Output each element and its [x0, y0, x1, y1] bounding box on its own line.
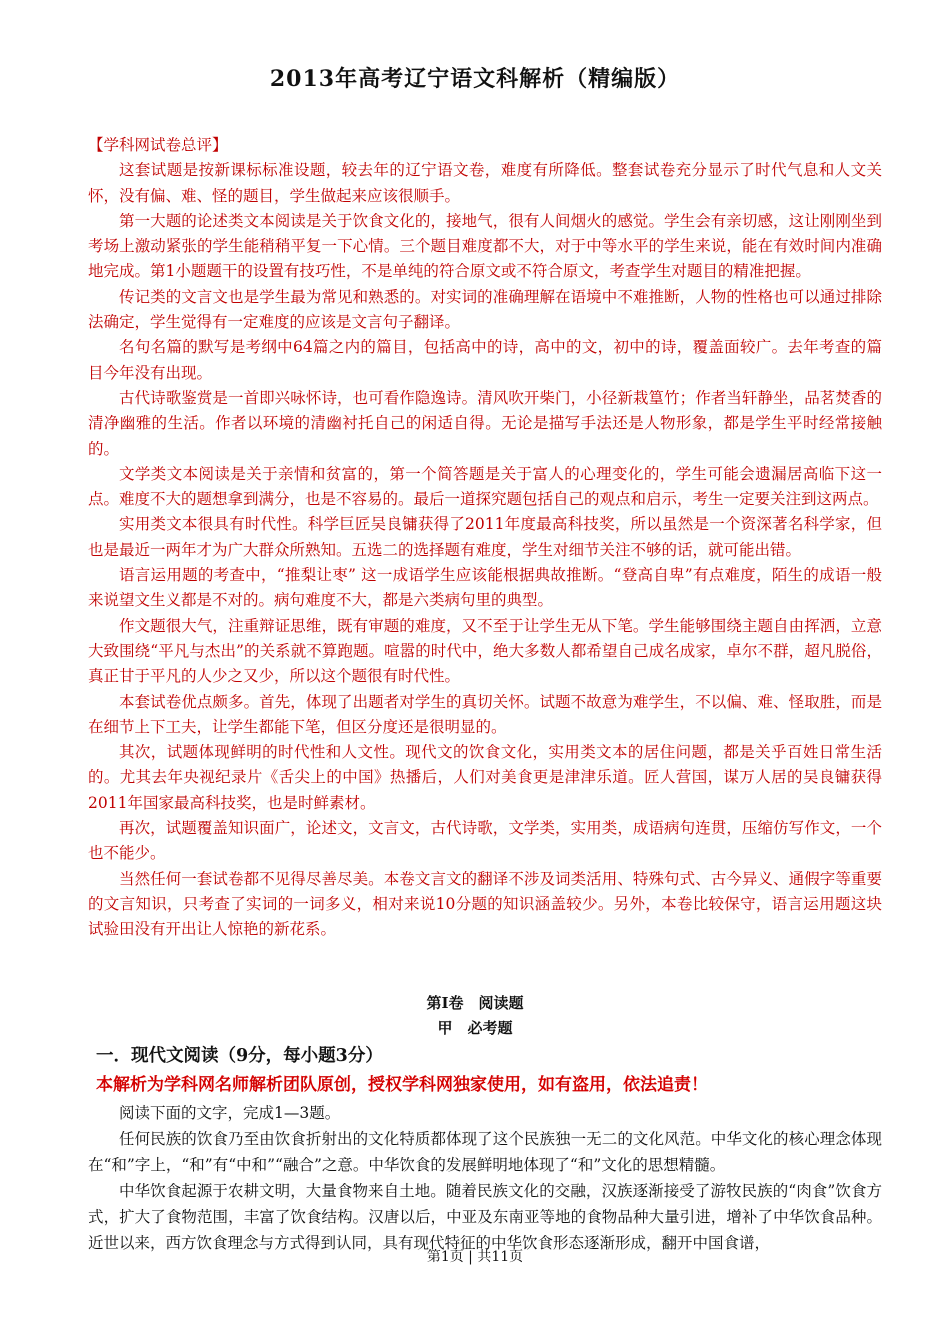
passage-paragraph: 任何民族的饮食乃至由饮食折射出的文化特质都体现了这个民族独一无二的文化风范。中华文化的核心理念体现在“和”字上，“和”有“中和”“融合”之意。中华饮食的发展鲜明地体现了“和”文化的思想精髓。 — [88, 1130, 882, 1174]
section-subtitle: 甲 必考题 — [437, 1019, 513, 1037]
review-paragraph: 其次，试题体现鲜明的时代性和人文性。现代文的饮食文化，实用类文本的居住问题，都是关乎百姓日常生活的。尤其去年央视纪录片《舌尖上的中国》热播后，人们对美食更是津津乐道。匠人营国，谋万人居的吴良镛获得2011年国家最高科技奖，也是时鲜素材。 — [88, 743, 882, 812]
review-paragraph: 传记类的文言文也是学生最为常见和熟悉的。对实词的准确理解在语境中不难推断，人物的性格也可以通过排除法确定，学生觉得有一定难度的应该是文言句子翻译。 — [88, 287, 882, 332]
review-paragraph: 作文题很大气，注重辩证思维，既有审题的难度，又不至于让学生无从下笔。学生能够围绕主题自由挥洒，立意大致围绕“平凡与杰出”的关系就不算跑题。喧嚣的时代中，绝大多数人都希望自己成名成家，卓尔不群，超凡脱俗，真正甘于平凡的人少之又少，所以这个题很有时代性。 — [88, 616, 882, 686]
review-heading: 【学科网试卷总评】 — [88, 136, 228, 154]
section-title: 第Ⅰ卷 阅读题 — [426, 994, 524, 1012]
review-paragraph: 文学类文本阅读是关于亲情和贫富的，第一个简答题是关于富人的心理变化的，学生可能会遗漏居高临下这一点。难度不大的题想拿到满分，也是不容易的。最后一道探究题包括自己的观点和启示，考生一定要关注到这两点。 — [88, 464, 882, 509]
document-title: 2013年高考辽宁语文科解析（精编版） — [269, 66, 681, 92]
page-footer: 第1页 | 共11页 — [426, 1249, 524, 1265]
review-paragraph: 名句名篇的默写是考纲中64篇之内的篇目，包括高中的诗，高中的文，初中的诗，覆盖面较广。去年考查的篇目今年没有出现。 — [88, 338, 882, 382]
review-paragraph: 当然任何一套试卷都不见得尽善尽美。本卷文言文的翻译不涉及词类活用、特殊句式、古今异义、通假字等重要的文言知识，只考查了实词的一词多义，相对来说10分题的知识涵盖较少。另外，本卷比较保守，语言运用题这块试验田没有开出让人惊艳的新花系。 — [88, 869, 882, 939]
part-heading: 一．现代文阅读（9分，每小题3分） — [96, 1046, 383, 1066]
reading-instruction: 阅读下面的文字，完成1—3题。 — [119, 1104, 341, 1122]
review-paragraph: 再次，试题覆盖知识面广，论述文，文言文，古代诗歌，文学类，实用类，成语病句连贯，压缩仿写作文，一个也不能少。 — [88, 819, 882, 863]
review-paragraph: 语言运用题的考查中，“推梨让枣” 这一成语学生应该能根据典故推断。“登高自卑”有点难度，陌生的成语一般来说望文生义都是不对的。病句难度不大，都是六类病句里的典型。 — [88, 566, 882, 610]
review-paragraph: 这套试题是按新课标标准设题，较去年的辽宁语文卷，难度有所降低。整套试卷充分显示了时代气息和人文关怀，没有偏、难、怪的题目，学生做起来应该很顺手。 — [88, 161, 882, 205]
review-paragraph: 古代诗歌鉴赏是一首即兴咏怀诗，也可看作隐逸诗。清风吹开柴门，小径新栽篁竹；作者当轩静坐，品茗焚香的清净幽雅的生活。作者以环境的清幽衬托自己的闲适自得。无论是描写手法还是人物形象，都是学生平时经常接触的。 — [88, 388, 882, 458]
review-paragraph: 本套试卷优点颇多。首先，体现了出题者对学生的真切关怀。试题不故意为难学生，不以偏、难、怪取胜，而是在细节上下工夫，让学生都能下笔，但区分度还是很明显的。 — [88, 692, 882, 736]
passage-paragraph: 中华饮食起源于农耕文明，大量食物来自土地。随着民族文化的交融，汉族逐渐接受了游牧民族的“肉食”饮食方式，扩大了食物范围，丰富了饮食结构。汉唐以后，中亚及东南亚等地的食物品种大量引进，增补了中华饮食品种。近世以来，西方饮食理念与方式得到认同，具有现代特征的中华饮食形态逐渐形成，翻开中国食谱， — [88, 1182, 882, 1252]
reading-passage — [88, 1100, 882, 1256]
review-paragraph: 第一大题的论述类文本阅读是关于饮食文化的，接地气，很有人间烟火的感觉。学生会有亲切感，这让刚刚坐到考场上激动紧张的学生能稍稍平复一下心情。三个题目难度都不大，对于中等水平的学生来说，能在有效时间内准确地完成。第1小题题干的设置有技巧性，不是单纯的符合原文或不符合原文，考查学生对题目的精准把握。 — [88, 211, 882, 281]
review-paragraph: 实用类文本很具有时代性。科学巨匠吴良镛获得了2011年度最高科技奖，所以虽然是一个资深著名科学家，但也是最近一两年才为广大群众所熟知。五选二的选择题有难度，学生对细节关注不够的话，就可能出错。 — [88, 515, 882, 559]
exam-review — [88, 133, 882, 943]
copyright-notice: 本解析为学科网名师解析团队原创，授权学科网独家使用，如有盗用，依法追责！ — [96, 1075, 708, 1095]
